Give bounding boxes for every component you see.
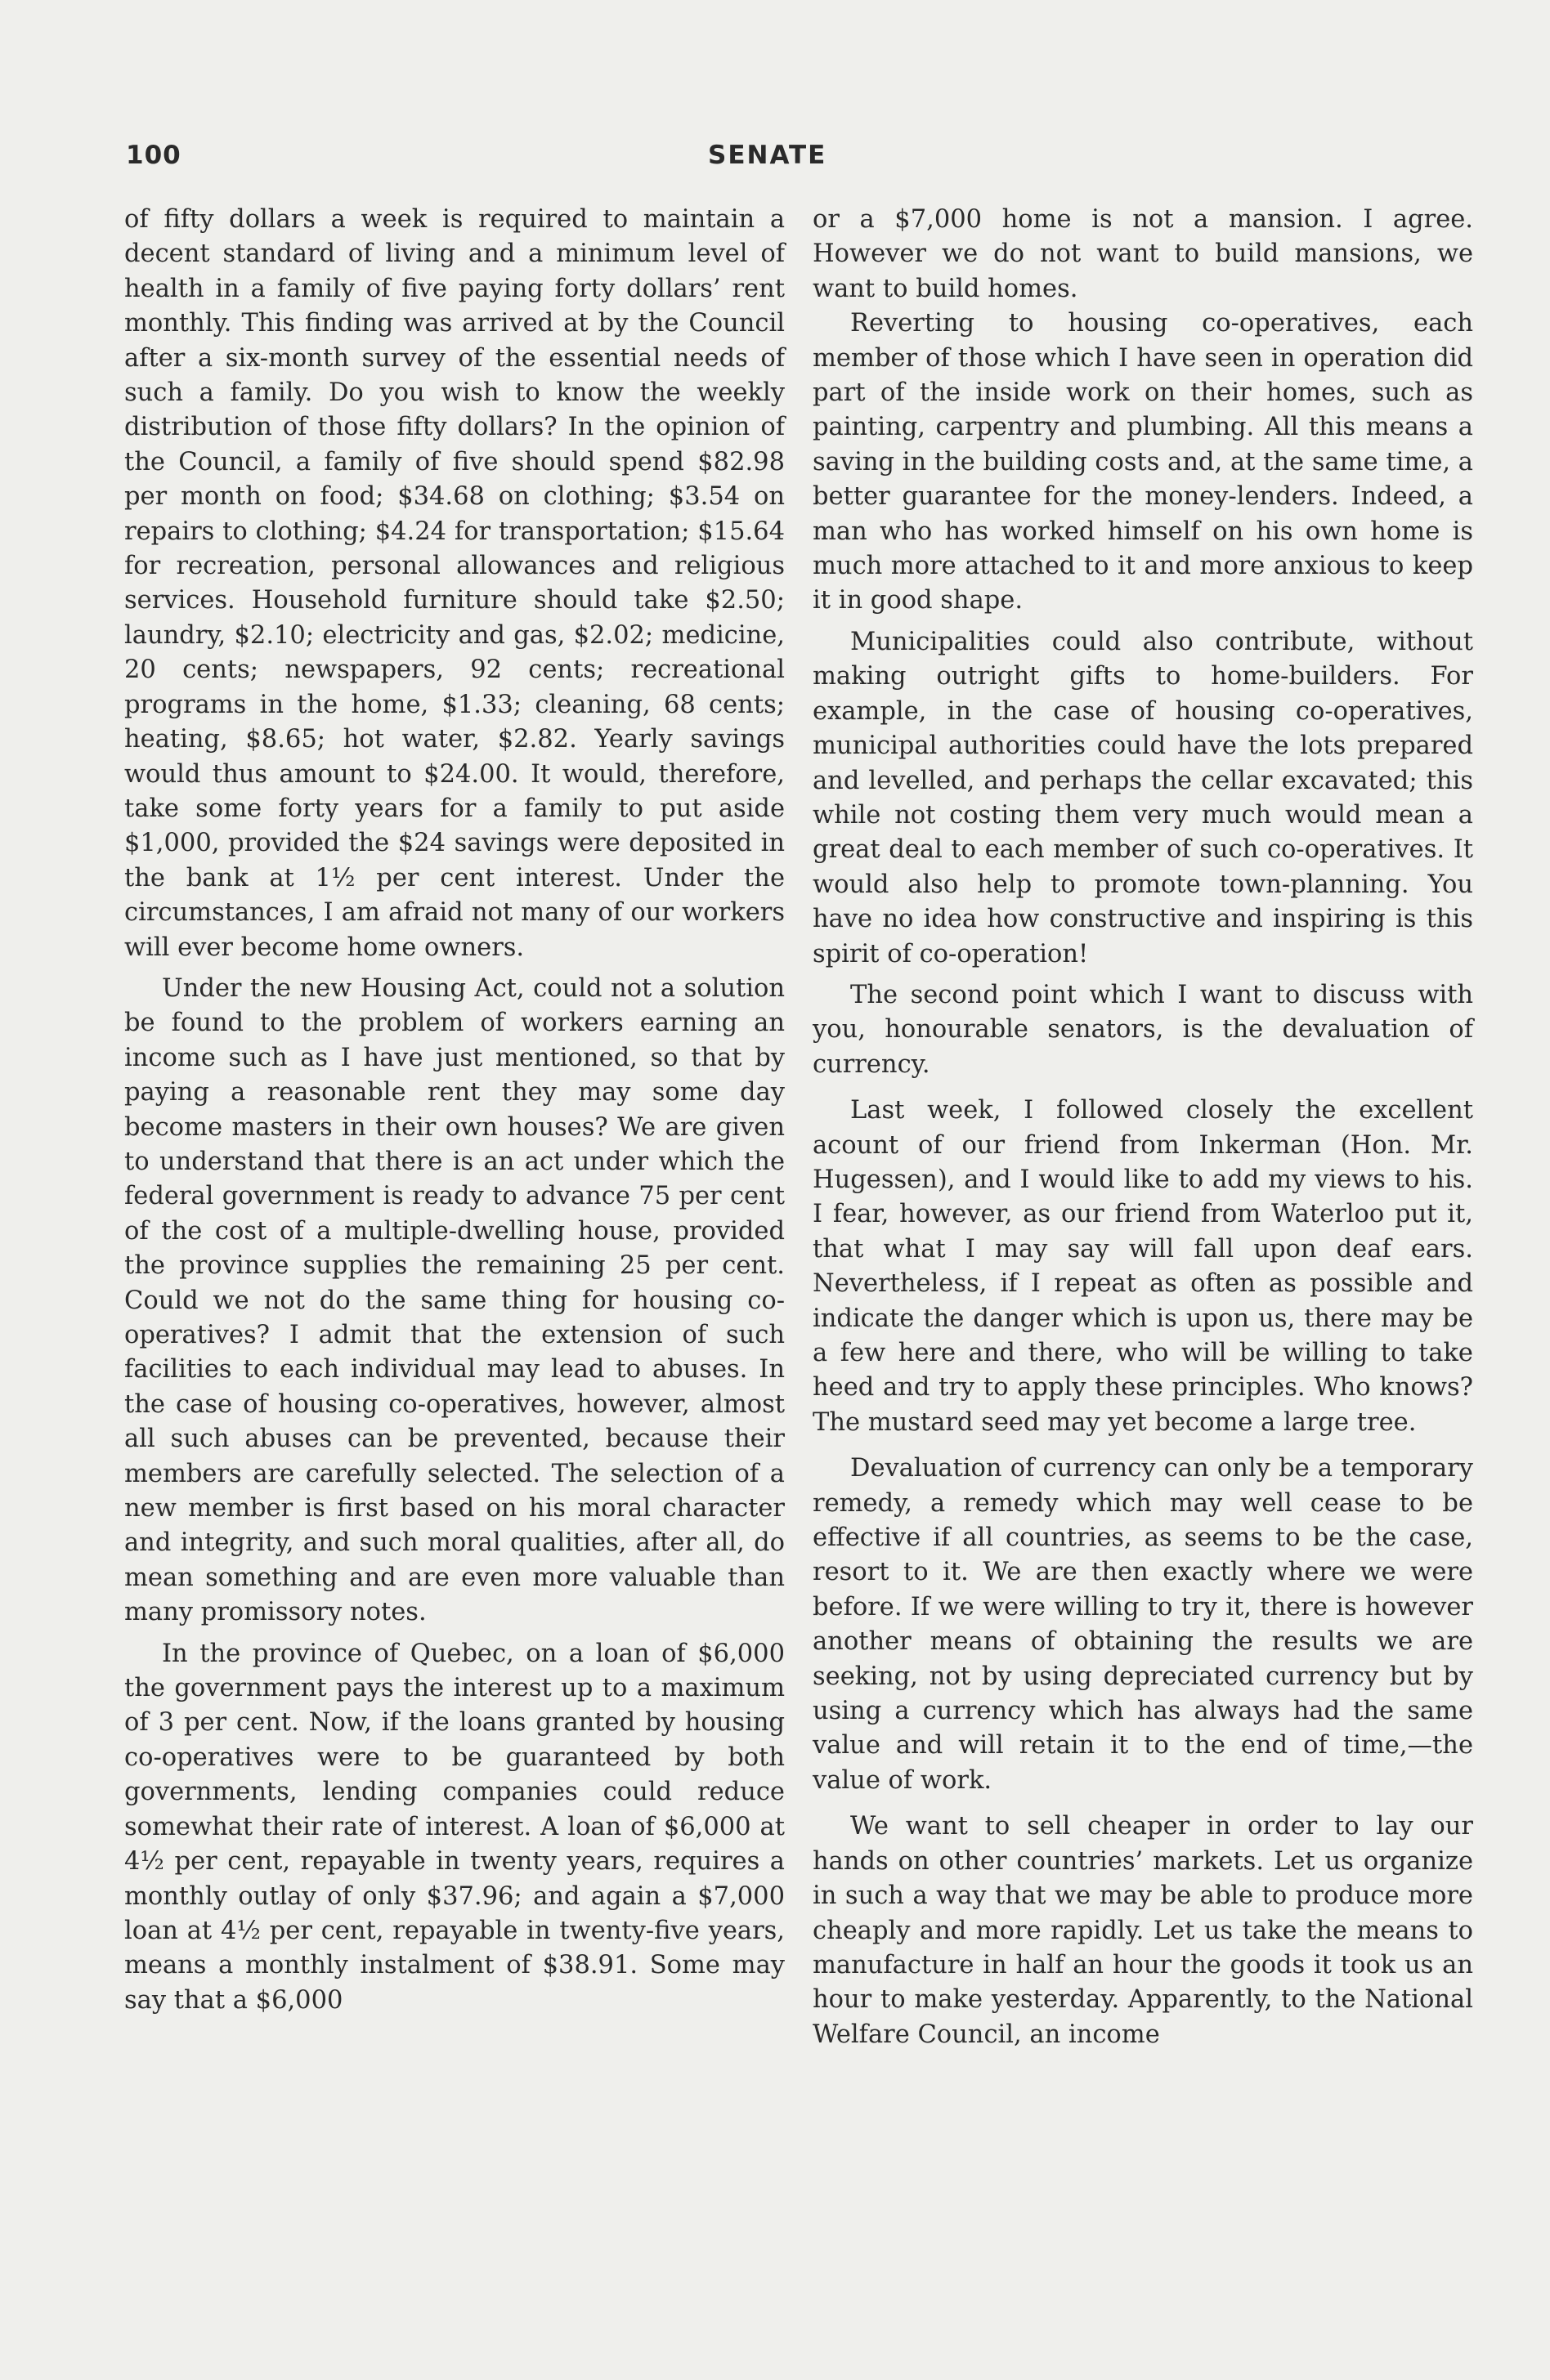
paragraph: Reverting to housing co-operatives, each member of those which I have seen in operation did part of the inside work on their homes, such as painting, carpentry and plumbing. All this means a saving in the building costs and, at the same time, a better guarantee for the money-lenders. Indeed, a man who has worked himself on his own home is much more attached to it and more anxious to keep it in good shape. (813, 309, 1473, 615)
paragraph: Last week, I followed closely the excellent acount of our friend from Inkerman (Hon. Mr. Hugessen), and I would like to add my views to his. I fear, however, as our friend from Waterloo put it, that what I may say will fall upon deaf ears. Nevertheless, if I repeat as often as possible and indicate the danger which is upon us, there may be a few here and there, who will be willing to take heed and try to apply these principles. Who knows? The mustard seed may yet become a large tree. (813, 1096, 1473, 1437)
page-number: 100 (126, 141, 181, 170)
paragraph: The second point which I want to discuss with you, honourable senators, is the devaluation of currency. (813, 980, 1473, 1079)
paragraph: of fifty dollars a week is required to maintain a decent standard of living and a minimum level of health in a family of five paying forty dollars’ rent monthly. This finding was arrived at by the Council after a six-month survey of the essential needs of such a family. Do you wish to know the weekly distribution of those fifty dollars? In the opinion of the Council, a family of five should spend $82.98 per month on food; $34.68 on clothing; $3.54 on repairs to clothing; $4.24 for transportation; $15.64 for recreation, personal allowances and religious services. Household furniture should take $2.50; laundry, $2.10; electricity and gas, $2.02; medicine, 20 cents; newspapers, 92 cents; recreational programs in the home, $1.33; cleaning, 68 cents; heating, $8.65; hot water, $2.82. Yearly savings would thus amount to $24.00. It would, therefore, take some forty years for a family to put aside $1,000, provided the $24 savings were deposited in the bank at 1½ per cent interest. Under the circumstances, I am afraid not many of our workers will ever become home owners. (124, 205, 785, 962)
page-header (123, 141, 1480, 181)
paragraph: We want to sell cheaper in order to lay our hands on other countries’ markets. Let us organize in such a way that we may be able to produce more cheaply and more rapidly. Let us take the means to manufacture in half an hour the goods it took us an hour to make yesterday. Apparently, to the National Welfare Council, an income (813, 1812, 1473, 2049)
left-column (124, 203, 785, 2024)
right-column (813, 203, 1473, 2059)
paragraph: Devaluation of currency can only be a temporary remedy, a remedy which may well cease to be effective if all countries, as seems to be the case, resort to it. We are then exactly where we were before. If we were willing to try it, there is however another means of obtaining the results we are seeking, not by using depreciated currency but by using a currency which has always had the same value and will retain it to the end of time,—the value of work. (813, 1454, 1473, 1795)
paragraph: or a $7,000 home is not a mansion. I agree. However we do not want to build mansions, we want to build homes. (813, 205, 1473, 303)
paragraph: Municipalities could also contribute, without making outright gifts to home-builders. For example, in the case of housing co-operatives, municipal authorities could have the lots prepared and levelled, and perhaps the cellar excavated; this while not costing them very much would mean a great deal to each member of such co-operatives. It would also help to promote town-planning. You have no idea how constructive and inspiring is this spirit of co-operation! (813, 627, 1473, 969)
running-head: SENATE (708, 141, 827, 170)
paragraph: Under the new Housing Act, could not a solution be found to the problem of workers earning an income such as I have just mentioned, so that by paying a reasonable rent they may some day become masters in their own houses? We are given to understand that there is an act under which the federal government is ready to advance 75 per cent of the cost of a multiple-dwelling house, provided the province supplies the remaining 25 per cent. Could we not do the same thing for housing co-operatives? I admit that the extension of such facilities to each individual may lead to abuses. In the case of housing co-operatives, however, almost all such abuses can be prevented, because their members are carefully selected. The selection of a new member is first based on his moral character and integrity, and such moral qualities, after all, do mean something and are even more valuable than many promissory notes. (124, 973, 785, 1627)
paragraph: In the province of Quebec, on a loan of $6,000 the government pays the interest up to a maximum of 3 per cent. Now, if the loans granted by housing co-operatives were to be guaranteed by both governments, lending companies could reduce somewhat their rate of interest. A loan of $6,000 at 4½ per cent, repayable in twenty years, requires a monthly outlay of only $37.96; and again a $7,000 loan at 4½ per cent, repayable in twenty-five years, means a monthly instalment of $38.91. Some may say that a $6,000 (124, 1639, 785, 2015)
